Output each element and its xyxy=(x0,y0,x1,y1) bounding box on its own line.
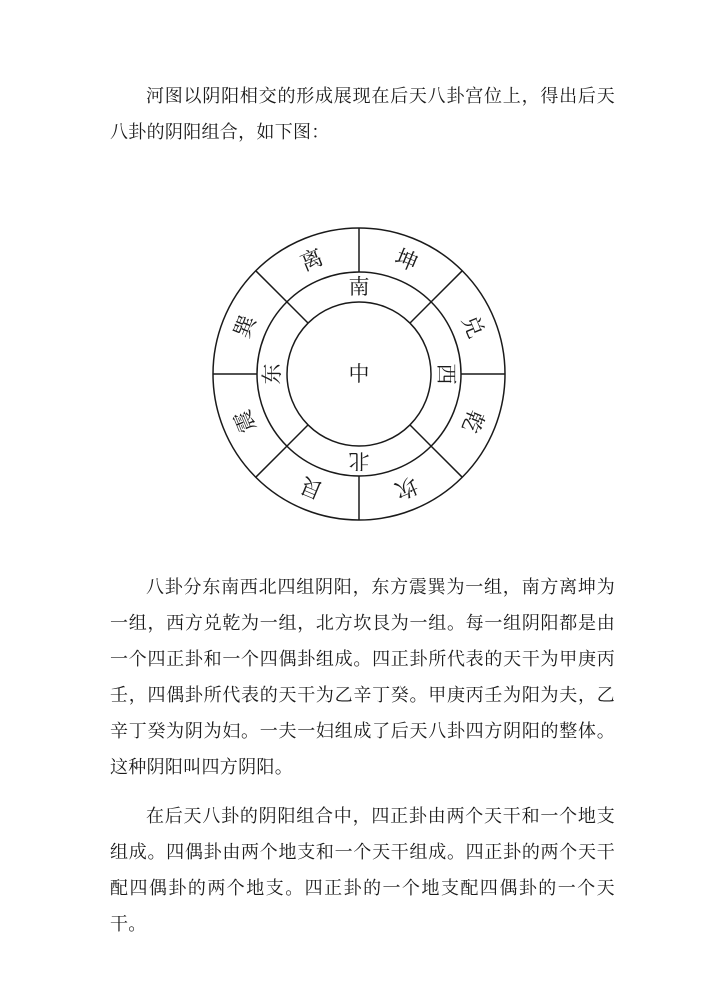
body-paragraph-composition: 在后天八卦的阴阳组合中，四正卦由两个天干和一个地支组成。四偶卦由两个地支和一个天干组成。四正卦的两个天干配四偶卦的两个地支。四正卦的一个地支配四偶卦的一个天干。 xyxy=(110,806,615,935)
divider-outer-nw xyxy=(256,271,287,302)
trigram-kan: 坎 xyxy=(391,471,421,503)
direction-south: 南 xyxy=(348,275,370,299)
divider-middle-sw xyxy=(287,425,308,446)
divider-middle-se xyxy=(410,425,431,446)
trigram-dui: 兑 xyxy=(456,312,488,342)
divider-middle-ne xyxy=(410,302,431,323)
trigram-li: 离 xyxy=(297,245,327,277)
direction-west: 西 xyxy=(434,363,458,385)
divider-middle-nw xyxy=(287,302,308,323)
body-paragraph-groups: 八卦分东南西北四组阴阳，东方震巽为一组，南方离坤为一组，西方兑乾为一组，北方坎艮为一组。每一组阴阳都是由一个四正卦和一个四偶卦组成。四正卦所代表的天干为甲庚丙壬，四偶卦所代表的天干为乙辛丁癸。甲庚丙壬为阳为夫，乙辛丁癸为阴为妇。一夫一妇组成了后天八卦四方阴阳的整体。这种阴阳叫四方阴阳。 xyxy=(110,577,615,778)
trigram-zhen: 震 xyxy=(230,406,262,436)
divider-outer-ne xyxy=(431,271,462,302)
trigram-qian: 乾 xyxy=(456,406,488,436)
trigram-kun: 坤 xyxy=(391,245,421,277)
direction-north: 北 xyxy=(348,449,370,473)
divider-outer-sw xyxy=(256,446,287,477)
direction-east: 东 xyxy=(260,363,284,385)
intro-paragraph: 河图以阴阳相交的形成展现在后天八卦宫位上，得出后天八卦的阴阳组合，如下图： xyxy=(110,86,615,143)
divider-outer-se xyxy=(431,446,462,477)
trigram-gen: 艮 xyxy=(297,471,327,503)
bagua-diagram xyxy=(211,226,507,522)
center-label: 中 xyxy=(348,362,370,386)
trigram-xun: 巽 xyxy=(230,312,262,342)
